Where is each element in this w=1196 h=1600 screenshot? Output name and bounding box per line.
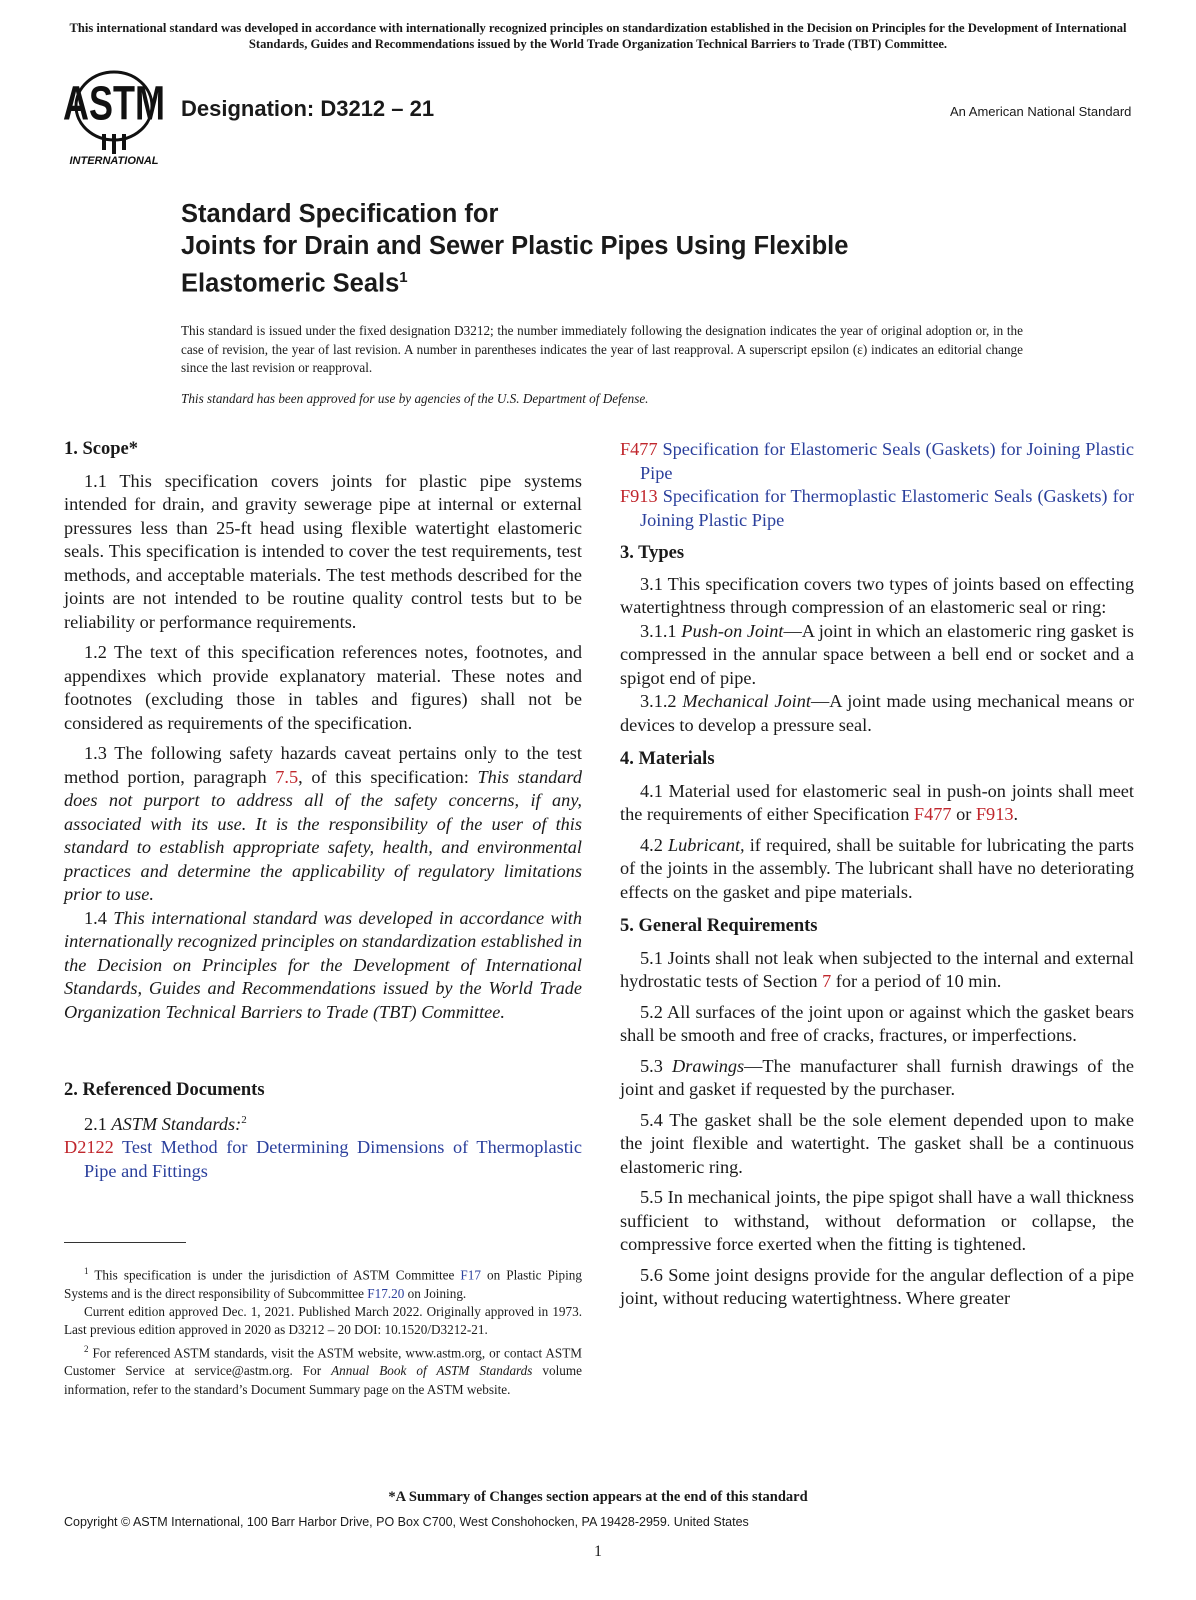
para-5-3-num: 5.3 (640, 1055, 672, 1076)
title-footnote-mark: 1 (399, 269, 408, 286)
para-1-1: 1.1 This specification covers joints for plastic pipe systems intended for drain, and gravity sewerage pipe at internal or external pressures less than 25-ft head using flexible watertight elastomeric seals. This specification is intended to cover the test requirements, test methods, and acceptable materials. The test methods described for the joints are not intended to be routine quality control tests but to be reliability or performance requirements. (64, 470, 582, 632)
para-4-2-text: if required, shall be suitable for lubricating the parts of the joints in the assembly. The lubricant shall have no deteriorating effects on the gasket and pipe materials. (620, 834, 1134, 902)
para-1-3-text: 1.3 The following safety hazards caveat pertains only to the test method portion, paragraph (64, 743, 582, 787)
para-1-4 (64, 907, 582, 1025)
national-standard-label: An American National Standard (950, 104, 1132, 119)
para-2-1-sup: 2 (241, 1113, 247, 1126)
para-5-1-text-a: 5.1 Joints shall not leak when subjected to the internal and external hydrostatic tests of Section (620, 947, 1134, 991)
ref-f477-title[interactable]: Specification for Elastomeric Seals (Gaskets) for Joining Plastic Pipe (640, 439, 1134, 483)
referenced-documents-section (64, 1079, 582, 1183)
designation: Designation: D3212 – 21 (181, 96, 435, 121)
scope-section (64, 438, 582, 1024)
page-number: 1 (594, 1543, 602, 1560)
footnote-2-text-b: volume information, refer to the standard’s Document Summary page on the ASTM website. (64, 1363, 582, 1397)
para-3-1-2-num: 3.1.2 (640, 691, 683, 711)
referenced-documents-heading: 2. Referenced Documents (64, 1080, 265, 1100)
para-1-4-text: This international standard was developed in accordance with internationally recognized principles on standardization established in the Decision on Principles for the Development of International Standards, Guides and Recommendations issued by the World Trade Organization Technical Barriers to Trade (TBT) Committee. (64, 907, 583, 1022)
logo-subtext: INTERNATIONAL (69, 155, 159, 167)
para-5-1 (620, 947, 1134, 994)
para-2-1-num: 2.1 (84, 1113, 112, 1134)
para-4-2 (620, 834, 1134, 905)
footnote-1-text-b: on Plastic Piping Systems and is the direct responsibility of Subcommittee (64, 1267, 582, 1301)
link-section-7[interactable]: 7 (822, 971, 832, 991)
para-1-4-num: 1.4 (84, 907, 114, 928)
para-3-1-2-text: —A joint made using mechanical means or devices to develop a pressure seal. (620, 691, 1134, 735)
para-3-1: 3.1 This specification covers two types of joints based on effecting watertightness through compression of an elastomeric seal or ring: (620, 573, 1134, 617)
ref-d2122[interactable] (64, 1136, 582, 1183)
para-5-3 (620, 1055, 1134, 1102)
ref-f477[interactable] (620, 438, 1134, 485)
para-4-1 (620, 780, 1134, 827)
title-line-2: Joints for Drain and Sewer Plastic Pipes Using Flexible (181, 232, 849, 260)
footnote-divider (64, 1242, 186, 1243)
para-4-1-text-b: or (951, 804, 976, 824)
footnote-1-mark: 1 (84, 1266, 89, 1276)
ref-f913-title[interactable]: Specification for Thermoplastic Elastomeric Seals (Gaskets) for Joining Plastic Pipe (640, 486, 1134, 530)
document-title (181, 198, 848, 300)
ref-d2122-title[interactable]: Test Method for Determining Dimensions of Thermoplastic Pipe and Fittings (84, 1137, 582, 1181)
para-3-1-2 (620, 690, 1134, 737)
footnote-1 (64, 1262, 582, 1303)
title-line-1: Standard Specification for (181, 200, 499, 228)
ref-f477-code[interactable]: F477 (620, 439, 658, 459)
para-5-3-text: —The manufacturer shall furnish drawings of the joint and gasket if requested by the purchaser. (620, 1055, 1135, 1099)
para-3-1-1-text: —A joint in which an elastomeric ring gasket is compressed in the annular space between a bell end or socket and a spigot end of pipe. (620, 620, 1134, 688)
para-4-1-text-c: . (1013, 804, 1019, 824)
para-4-2-num: 4.2 (640, 834, 668, 855)
footnote-2-text-a: For referenced ASTM standards, visit the ASTM website, www.astm.org, or contact ASTM Customer Service at service@astm.org. For (64, 1344, 582, 1379)
footnote-1-text-a: This specification is under the jurisdiction of ASTM Committee (88, 1267, 461, 1283)
right-column (620, 438, 1134, 1311)
title-line-3 (181, 262, 848, 300)
materials-heading: 4. Materials (620, 749, 715, 769)
footnote-1-edition: Current edition approved Dec. 1, 2021. Published March 2022. Originally approved in 1973. Last previous edition approved in 2020 as D3212 – 20 DOI: 10.1520/D3212-21. (64, 1303, 582, 1338)
para-4-1-text-a: 4.1 Material used for elastomeric seal in push-on joints shall meet the requirements of either Specification (620, 780, 1134, 824)
para-5-3-term: Drawings (672, 1055, 745, 1076)
para-3-1-1-term: Push-on Joint (681, 620, 784, 641)
ref-f913[interactable] (620, 485, 1134, 532)
ref-f913-code[interactable]: F913 (620, 486, 658, 506)
footnote-1-text-c: on Joining. (404, 1285, 467, 1301)
copyright: Copyright © ASTM International, 100 Barr Harbor Drive, PO Box C700, West Conshohocken, PA 19428-2959. United States (64, 1515, 749, 1529)
footnote-2 (64, 1340, 582, 1399)
para-5-5: 5.5 In mechanical joints, the pipe spigot shall have a wall thickness sufficient to withstand, without deformation or collapse, the compressive force exerted when the fitting is tightened. (620, 1187, 1134, 1254)
astm-logo (62, 68, 170, 168)
general-requirements-heading: 5. General Requirements (620, 916, 818, 936)
para-1-3-text-b: , of this specification: (298, 766, 478, 787)
scope-heading: 1. Scope* (64, 439, 138, 459)
para-1-2: 1.2 The text of this specification references notes, footnotes, and appendixes which provide explanatory material. These notes and footnotes (excluding those in tables and figures) shall not be considered as requirements of the specification. (64, 642, 582, 733)
link-f913[interactable]: F913 (975, 804, 1014, 824)
para-5-6: 5.6 Some joint designs provide for the angular deflection of a pipe joint, without reducing watertightness. Where greater (620, 1264, 1134, 1308)
footnote-2-book: Annual Book of ASTM Standards (331, 1363, 533, 1379)
ref-d2122-code[interactable]: D2122 (64, 1137, 114, 1158)
header-note: This international standard was developed in accordance with internationally recognized principles on standardization established in the Decision on Principles for the Development of International Standards, Guides and Recommendations issued by the World Trade Organization Technical Barriers to Trade (TBT) Committee. (69, 21, 1127, 51)
para-3-1-1-num: 3.1.1 (640, 620, 682, 641)
link-f477[interactable]: F477 (913, 804, 952, 824)
para-1-3-caveat: This standard does not purport to address all of the safety concerns, if any, associated with its use. It is the responsibility of the user of this standard to establish appropriate safety, health, and environmental practices and determine the applicability of regulatory limitations prior to use. (64, 766, 582, 904)
footnote-2-mark: 2 (84, 1343, 89, 1354)
para-3-1-1 (620, 620, 1134, 691)
astm-logo-graphic (62, 68, 170, 168)
summary-of-changes-note: *A Summary of Changes section appears at the end of this standard (388, 1489, 808, 1505)
types-heading: 3. Types (620, 543, 685, 563)
para-2-1 (64, 1109, 582, 1137)
link-f17-20[interactable]: F17.20 (367, 1285, 405, 1301)
para-1-3 (64, 742, 582, 907)
title-line-3-text: Elastomeric Seals (181, 269, 400, 298)
para-5-4: 5.4 The gasket shall be the sole element depended upon to make the joint flexible and watertight. The gasket shall be a continuous elastomeric ring. (620, 1109, 1134, 1177)
link-f17[interactable]: F17 (460, 1267, 481, 1283)
logo-text: ASTM (63, 76, 165, 131)
link-7-5[interactable]: 7.5 (275, 766, 299, 787)
para-3-1-2-term: Mechanical Joint (682, 691, 811, 711)
footnotes (64, 1262, 582, 1399)
intro-note: This standard is issued under the fixed designation D3212; the number immediately following the designation indicates the year of original adoption or, in the case of revision, the year of last revision. A number in parentheses indicates the year of last reapproval. A superscript epsilon (ε) indicates an editorial change since the last revision or reapproval. (181, 323, 1023, 375)
para-2-1-label: ASTM Standards: (111, 1113, 242, 1134)
dod-note: This standard has been approved for use by agencies of the U.S. Department of Defense. (181, 391, 649, 406)
para-5-1-text-b: for a period of 10 min. (831, 971, 1002, 991)
para-5-2: 5.2 All surfaces of the joint upon or against which the gasket bears shall be smooth and free of cracks, fractures, or imperfections. (620, 1001, 1134, 1045)
para-4-2-term: Lubricant, (667, 834, 745, 855)
